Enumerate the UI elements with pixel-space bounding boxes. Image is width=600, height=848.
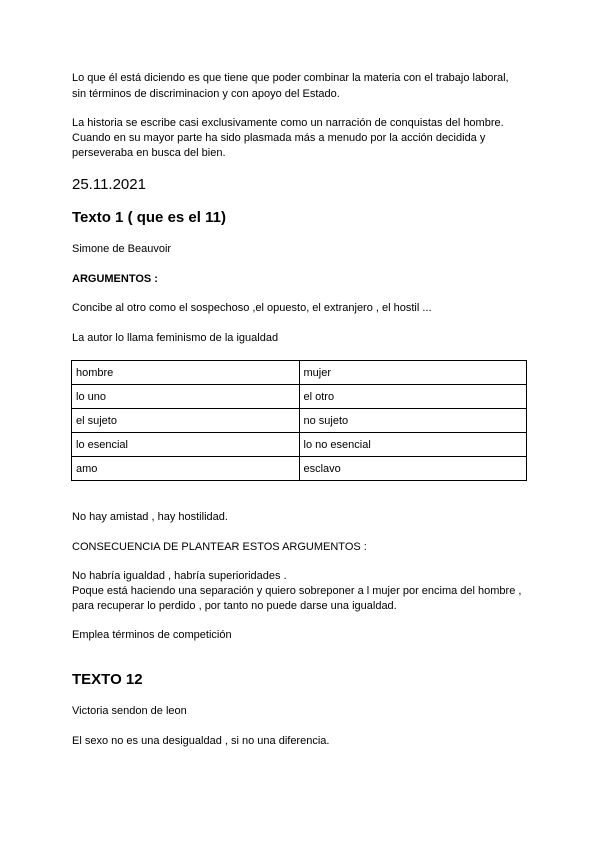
table-row xyxy=(72,457,527,481)
intro-line-2: sin términos de discriminacion y con apoyo del Estado. xyxy=(72,88,340,100)
table-cell-left: lo esencial xyxy=(72,433,300,457)
intro-line-5: perseveraba en busca del bien. xyxy=(72,147,226,159)
table-cell-right: lo no esencial xyxy=(299,433,527,457)
table-cell-left: amo xyxy=(72,457,300,481)
competicion-text: Emplea términos de competición xyxy=(72,629,232,641)
table-row xyxy=(72,385,527,409)
intro-line-4: Cuando en su mayor parte ha sido plasmada más a menudo por la acción decidida y xyxy=(72,132,486,144)
table-cell-right: mujer xyxy=(299,361,527,385)
texto1-author: Simone de Beauvoir xyxy=(72,243,172,255)
arguments-label: ARGUMENTOS : xyxy=(72,273,158,285)
table-cell-left: hombre xyxy=(72,361,300,385)
texto12-sentence: El sexo no es una desigualdad , si no una diferencia. xyxy=(72,735,330,747)
table-cell-left: lo uno xyxy=(72,385,300,409)
section-date: 25.11.2021 xyxy=(72,176,146,193)
table-row xyxy=(72,409,527,433)
table-cell-left: el sujeto xyxy=(72,409,300,433)
consecuencia-line-3: para recuperar lo perdido , por tanto no puede darse una igualdad. xyxy=(72,600,397,612)
texto1-heading: Texto 1 ( que es el 11) xyxy=(72,209,226,226)
arguments-text: Concibe al otro como el sospechoso ,el opuesto, el extranjero , el hostil ... xyxy=(72,302,432,314)
texto12-heading: TEXTO 12 xyxy=(72,671,143,688)
comparison-table xyxy=(71,360,527,481)
consecuencia-line-2: Poque está haciendo una separación y quiero sobreponer a l mujer por encima del hombre , xyxy=(72,585,522,597)
intro-line-3: La historia se escribe casi exclusivamente como un narración de conquistas del hombre. xyxy=(72,117,504,129)
table-row xyxy=(72,361,527,385)
amistad-text: No hay amistad , hay hostilidad. xyxy=(72,511,228,523)
texto12-author: Victoria sendon de leon xyxy=(72,705,187,717)
consecuencia-label: CONSECUENCIA DE PLANTEAR ESTOS ARGUMENTOS : xyxy=(72,541,367,553)
intro-line-1: Lo que él está diciendo es que tiene que poder combinar la materia con el trabajo laboral, xyxy=(72,72,509,84)
table-cell-right: no sujeto xyxy=(299,409,527,433)
autor-text: La autor lo llama feminismo de la igualdad xyxy=(72,332,279,344)
table-cell-right: el otro xyxy=(299,385,527,409)
table-cell-right: esclavo xyxy=(299,457,527,481)
consecuencia-line-1: No habría igualdad , habría superioridades . xyxy=(72,570,287,582)
table-row xyxy=(72,433,527,457)
